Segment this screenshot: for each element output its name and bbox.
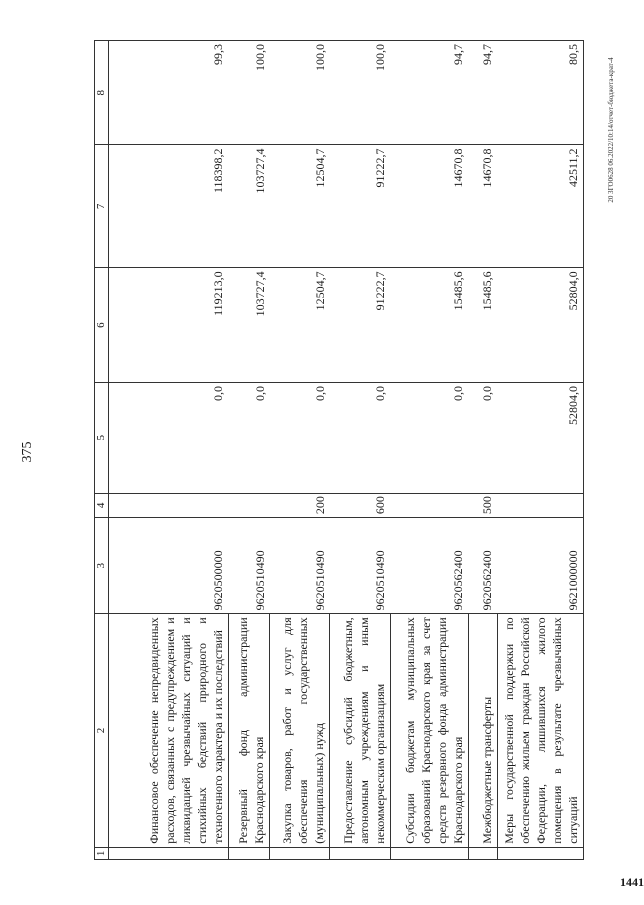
row-name: Субсидии бюджетам муниципальных образований Краснодарского края за счет средств резервного фонда администрации Краснодарского края xyxy=(390,614,468,847)
row-col6: 91222,7 xyxy=(330,268,390,383)
row-col6: 103727,4 xyxy=(228,268,270,383)
table-header-row xyxy=(95,41,109,860)
row-col6: 119213,0 xyxy=(109,268,229,383)
row-code: 9620562400 xyxy=(468,518,497,614)
column-header: 5 xyxy=(95,382,109,493)
row-code: 9620510490 xyxy=(228,518,270,614)
row-col7: 14670,8 xyxy=(468,145,497,268)
row-type: 600 xyxy=(330,493,390,518)
row-col7: 103727,4 xyxy=(228,145,270,268)
table-container xyxy=(94,40,584,860)
row-type: 200 xyxy=(270,493,330,518)
row-col8: 100,0 xyxy=(330,41,390,145)
table-row xyxy=(270,41,330,860)
column-header: 8 xyxy=(95,41,109,145)
table-row xyxy=(228,41,270,860)
row-col6: 52804,0 xyxy=(497,268,583,383)
column-header: 2 xyxy=(95,614,109,847)
row-index-cell xyxy=(109,847,229,859)
row-col5: 0,0 xyxy=(330,382,390,493)
table-row xyxy=(390,41,468,860)
corner-number: 1441 xyxy=(620,875,644,889)
row-code: 9620562400 xyxy=(390,518,468,614)
row-col7: 14670,8 xyxy=(390,145,468,268)
row-index-cell xyxy=(228,847,270,859)
row-col5: 0,0 xyxy=(109,382,229,493)
row-col5: 52804,0 xyxy=(497,382,583,493)
row-col7: 91222,7 xyxy=(330,145,390,268)
row-col5: 0,0 xyxy=(390,382,468,493)
table-row xyxy=(468,41,497,860)
row-type xyxy=(390,493,468,518)
row-type: 500 xyxy=(468,493,497,518)
row-index-cell xyxy=(330,847,390,859)
row-col6: 12504,7 xyxy=(270,268,330,383)
row-name: Закупка товаров, работ и услуг для обеспечения государственных (муниципальных) нужд xyxy=(270,614,330,847)
row-code: 9620510490 xyxy=(270,518,330,614)
row-col5: 0,0 xyxy=(468,382,497,493)
column-header: 4 xyxy=(95,493,109,518)
row-index-cell xyxy=(390,847,468,859)
column-header: 6 xyxy=(95,268,109,383)
column-header: 7 xyxy=(95,145,109,268)
row-col8: 94,7 xyxy=(468,41,497,145)
row-col8: 80,5 xyxy=(497,41,583,145)
row-name: Финансовое обеспечение непредвиденных расходов, связанных с предупреждением и ликвидацией чрезвычайных ситуаций и стихийных бедствий природного и техногенного характера и их последствий xyxy=(109,614,229,847)
row-index-cell xyxy=(270,847,330,859)
row-type xyxy=(109,493,229,518)
row-name: Меры государственной поддержки по обеспечению жильем граждан Российской Федерации, лишившихся жилого помещения в результате чрезвычайных ситуаций xyxy=(497,614,583,847)
row-name: Резервный фонд администрации Краснодарского края xyxy=(228,614,270,847)
row-col5: 0,0 xyxy=(228,382,270,493)
row-col8: 100,0 xyxy=(270,41,330,145)
table-row xyxy=(330,41,390,860)
row-type xyxy=(497,493,583,518)
budget-table xyxy=(94,40,584,860)
row-col7: 118398,2 xyxy=(109,145,229,268)
table-row xyxy=(109,41,229,860)
row-col7: 12504,7 xyxy=(270,145,330,268)
row-name: Межбюджетные трансферты xyxy=(468,614,497,847)
column-header: 1 xyxy=(95,847,109,859)
row-col8: 99,3 xyxy=(109,41,229,145)
row-col8: 100,0 xyxy=(228,41,270,145)
table-row xyxy=(497,41,583,860)
page-number: 375 xyxy=(20,441,35,463)
column-header: 3 xyxy=(95,518,109,614)
row-col6: 15485,6 xyxy=(468,268,497,383)
row-name: Предоставление субсидий бюджетным, автономным учреждениям и иным некоммерческим организациям xyxy=(330,614,390,847)
row-col8: 94,7 xyxy=(390,41,468,145)
row-col7: 42511,2 xyxy=(497,145,583,268)
row-col5: 0,0 xyxy=(270,382,330,493)
row-index-cell xyxy=(497,847,583,859)
row-code: 9621000000 xyxy=(497,518,583,614)
row-type xyxy=(228,493,270,518)
row-code: 9620510490 xyxy=(330,518,390,614)
row-col6: 15485,6 xyxy=(390,268,468,383)
row-code: 9620500000 xyxy=(109,518,229,614)
row-index-cell xyxy=(468,847,497,859)
document-code: 20 ЗГО0628 06.2022/10:14/отчет-бюджета-крат-4 xyxy=(607,57,615,203)
